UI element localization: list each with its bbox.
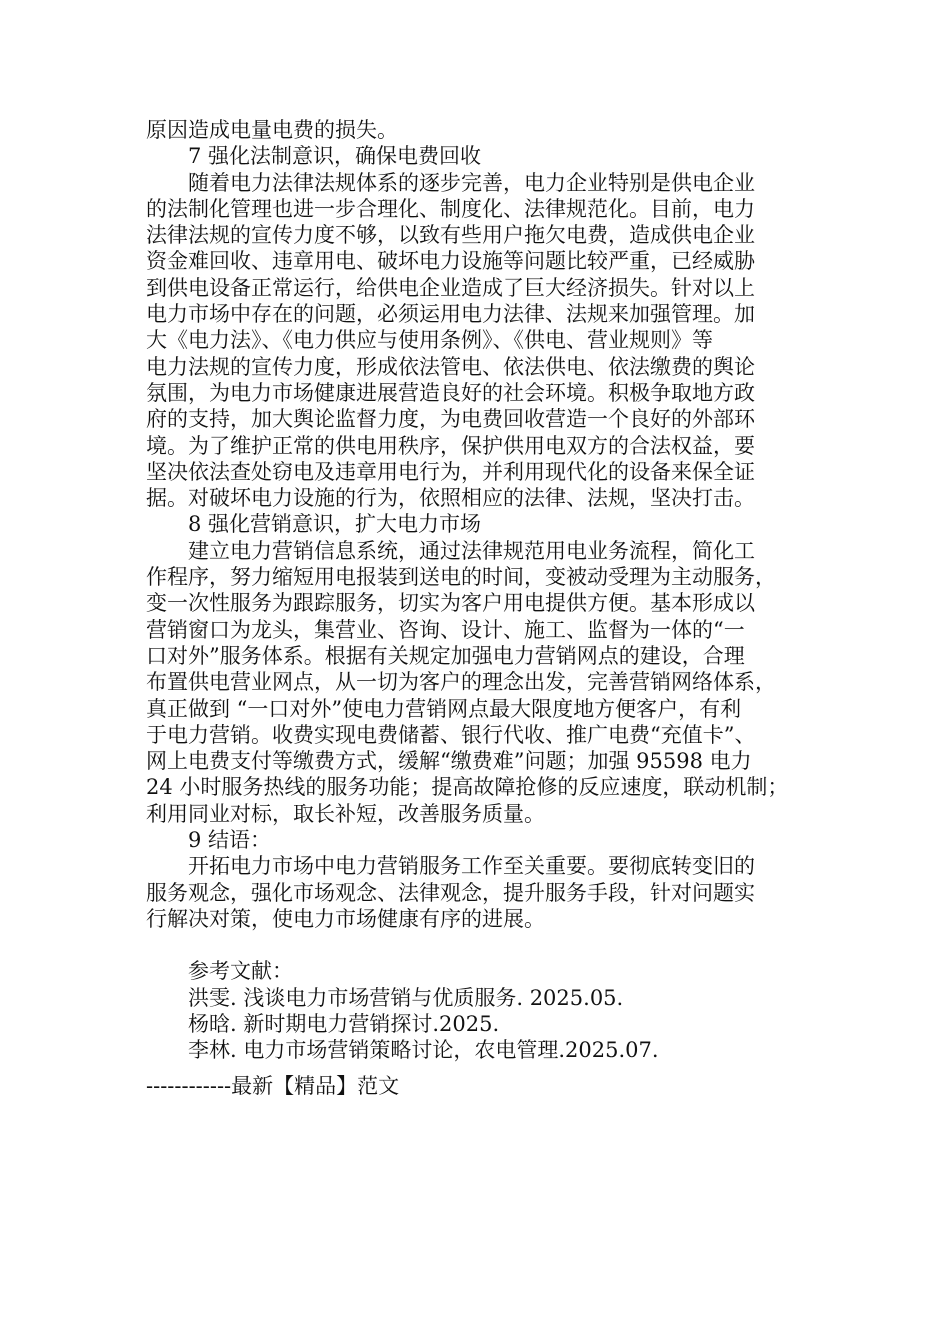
paragraph-line: 真正做到 “一口对外”使电力营销网点最大限度地方便客户，有利 xyxy=(146,696,742,721)
reference-item: 洪雯. 浅谈电力市场营销与优质服务. 2025.05. xyxy=(188,985,624,1010)
document-body xyxy=(146,117,816,1063)
section-heading-9: 9 结语： xyxy=(188,828,272,853)
paragraph-line: 的法制化管理也进一步合理化、制度化、法律规范化。目前，电力 xyxy=(146,196,755,221)
references-heading: 参考文献： xyxy=(188,959,293,984)
reference-item: 李林. 电力市场营销策略讨论，农电管理.2025.07. xyxy=(188,1038,659,1063)
paragraph-line: 口对外”服务体系。根据有关规定加强电力营销网点的建设，合理 xyxy=(146,643,745,668)
paragraph-line: 电力市场中存在的问题，必须运用电力法律、法规来加强管理。加 xyxy=(146,302,755,327)
paragraph-line: 大《电力法》、《电力供应与使用条例》、《供电、营业规则》等 xyxy=(146,328,713,353)
paragraph-line: 境。为了维护正常的供电用秩序，保护供用电双方的合法权益，要 xyxy=(146,433,755,458)
paragraph-line: 行解决对策，使电力市场健康有序的进展。 xyxy=(146,906,545,931)
paragraph-line: 电力法规的宣传力度，形成依法管电、依法供电、依法缴费的舆论 xyxy=(146,354,755,379)
paragraph-line: 随着电力法律法规体系的逐步完善，电力企业特别是供电企业 xyxy=(188,170,755,195)
reference-item: 杨晗. 新时期电力营销探讨.2025. xyxy=(188,1011,500,1036)
paragraph-line: 坚决依法查处窃电及违章用电行为，并利用现代化的设备来保全证 xyxy=(146,459,755,484)
paragraph-line: 到供电设备正常运行，给供电企业造成了巨大经济损失。针对以上 xyxy=(146,275,755,300)
paragraph-line: 24 小时服务热线的服务功能；提高故障抢修的反应速度，联动机制； xyxy=(146,775,789,800)
section-heading-7: 7 强化法制意识，确保电费回收 xyxy=(188,144,482,169)
footer-text: ------------最新【精品】范文 xyxy=(146,1074,400,1098)
paragraph-line: 作程序，努力缩短用电报装到送电的时间，变被动受理为主动服务， xyxy=(146,565,776,590)
paragraph-line: 开拓电力市场中电力营销服务工作至关重要。要彻底转变旧的 xyxy=(188,854,755,879)
paragraph-line: 于电力营销。收费实现电费储蓄、银行代收、推广电费“充值卡”、 xyxy=(146,722,756,747)
paragraph-line: 布置供电营业网点，从一切为客户的理念出发，完善营销网络体系， xyxy=(146,670,776,695)
paragraph-gap xyxy=(146,932,816,958)
paragraph-line: 服务观念，强化市场观念、法律观念，提升服务手段，针对问题实 xyxy=(146,880,755,905)
paragraph-line: 变一次性服务为跟踪服务，切实为客户用电提供方便。基本形成以 xyxy=(146,591,755,616)
paragraph-line: 据。对破坏电力设施的行为，依照相应的法律、法规，坚决打击。 xyxy=(146,486,755,511)
paragraph-line: 府的支持，加大舆论监督力度，为电费回收营造一个良好的外部环 xyxy=(146,407,755,432)
paragraph-line: 氛围，为电力市场健康进展营造良好的社会环境。积极争取地方政 xyxy=(146,380,755,405)
paragraph-line: 法律法规的宣传力度不够，以致有些用户拖欠电费，造成供电企业 xyxy=(146,223,755,248)
section-heading-8: 8 强化营销意识，扩大电力市场 xyxy=(188,512,482,537)
paragraph-line: 原因造成电量电费的损失。 xyxy=(146,118,398,142)
paragraph-line: 利用同业对标，取长补短，改善服务质量。 xyxy=(146,801,545,826)
paragraph-line: 营销窗口为龙头，集营业、咨询、设计、施工、监督为一体的“一 xyxy=(146,617,745,642)
paragraph-line: 资金难回收、违章用电、破坏电力设施等问题比较严重，已经威胁 xyxy=(146,249,755,274)
paragraph-line: 建立电力营销信息系统，通过法律规范用电业务流程，简化工 xyxy=(188,538,755,563)
paragraph-line: 网上电费支付等缴费方式，缓解“缴费难”问题；加强 95598 电力 xyxy=(146,749,752,774)
